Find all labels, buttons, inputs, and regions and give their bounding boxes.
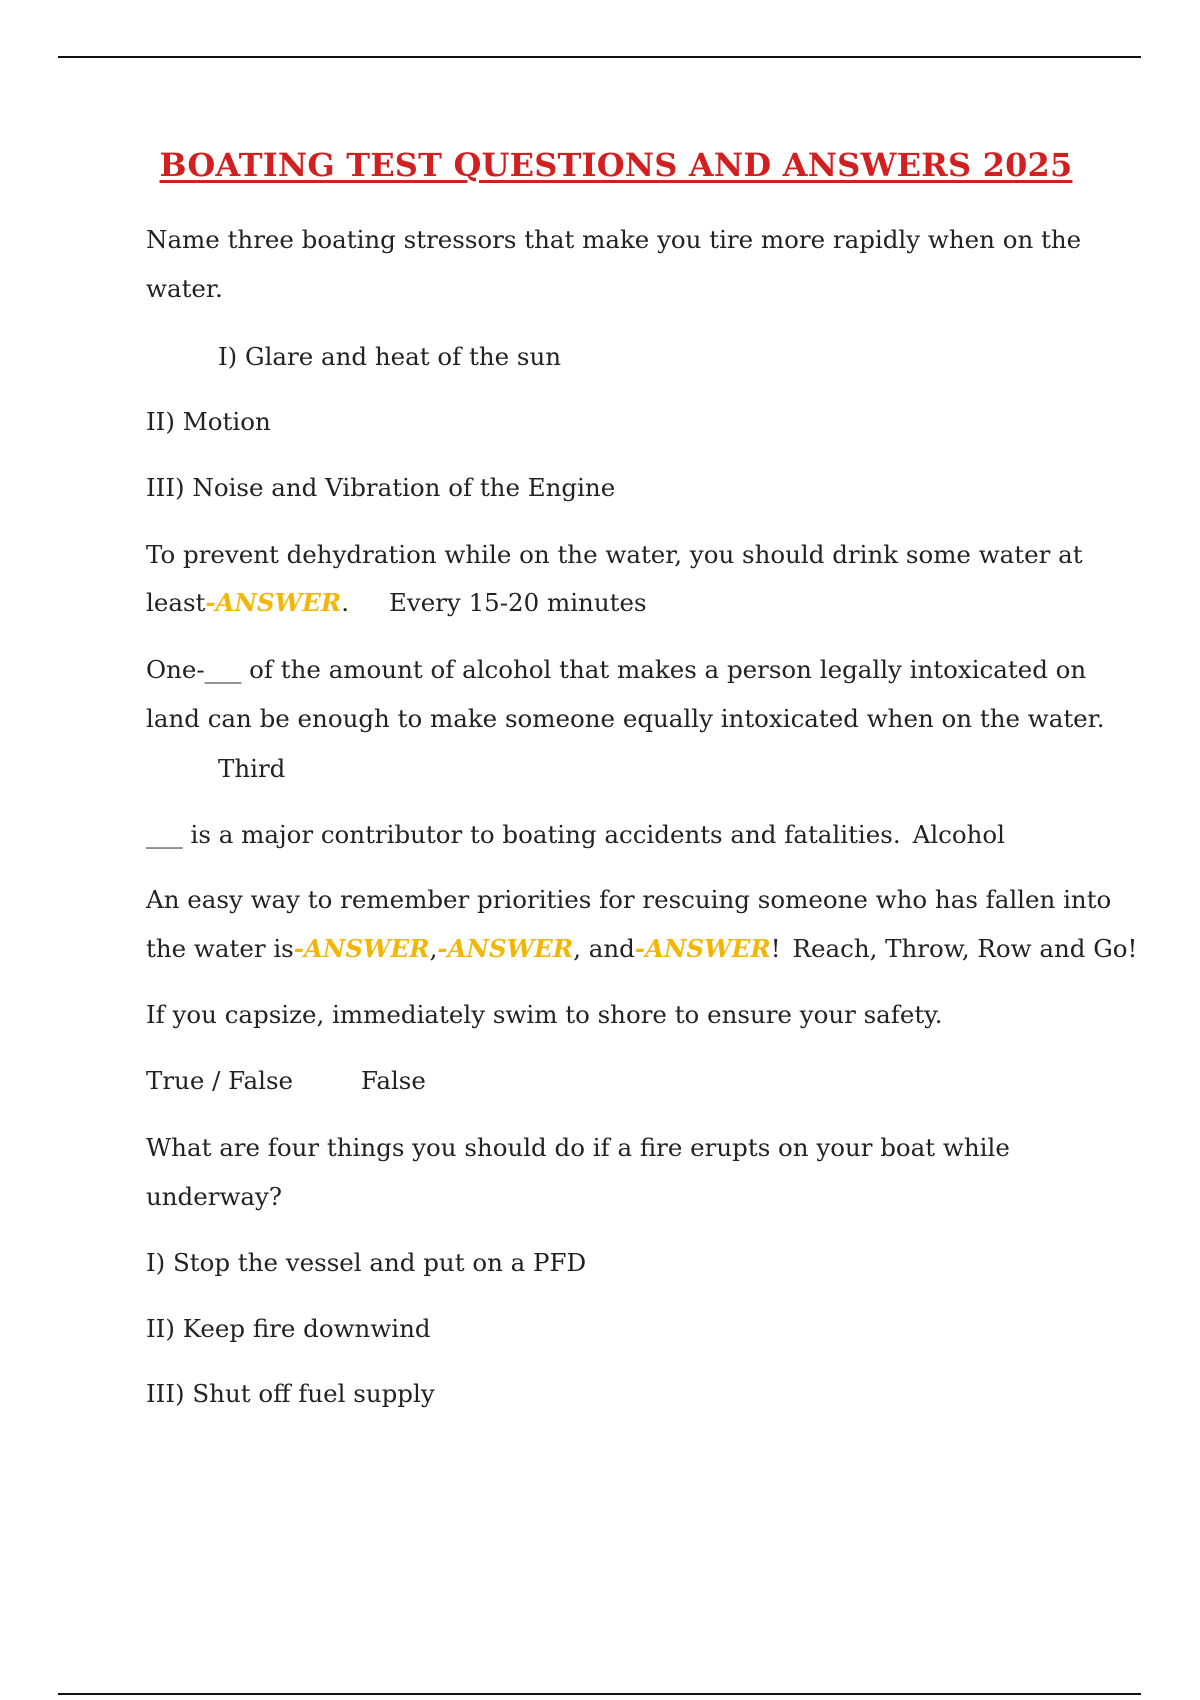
separator: , and [573, 934, 635, 963]
question-1-line-2: water. [146, 274, 223, 303]
question-6-line-2 [146, 1066, 426, 1095]
exclamation: ! [770, 934, 781, 963]
question-7-line-2: underway? [146, 1182, 283, 1211]
question-7-answer-2: II) Keep fire downwind [146, 1314, 431, 1343]
question-4-text: ___ is a major contributor to boating accidents and fatalities. [146, 820, 901, 849]
question-6-choices: True / False [146, 1066, 294, 1095]
question-7-line-1: What are four things you should do if a fire erupts on your boat while [146, 1133, 1010, 1162]
question-2-line-1: To prevent dehydration while on the water, you should drink some water at [146, 540, 1083, 569]
question-1-line-1: Name three boating stressors that make you tire more rapidly when on the [146, 225, 1082, 254]
question-6-line-1: If you capsize, immediately swim to shore to ensure your safety. [146, 1000, 943, 1029]
question-5-answer: Reach, Throw, Row and Go! [792, 934, 1138, 963]
question-3-answer: Third [218, 754, 286, 783]
question-3-line-2: land can be enough to make someone equally intoxicated when on the water. [146, 704, 1105, 733]
question-2-period: . [341, 588, 349, 617]
question-6-answer: False [361, 1066, 426, 1095]
answer-tag: -ANSWER [437, 934, 574, 963]
footer-rule [58, 1693, 1141, 1695]
document-title: BOATING TEST QUESTIONS AND ANSWERS 2025 [159, 146, 1073, 184]
question-3-line-1: One-___ of the amount of alcohol that makes a person legally intoxicated on [146, 655, 1087, 684]
question-7-answer-1: I) Stop the vessel and put on a PFD [146, 1248, 587, 1277]
header-rule [58, 56, 1141, 58]
question-7-answer-3: III) Shut off fuel supply [146, 1379, 435, 1408]
separator: , [429, 934, 438, 963]
answer-tag: -ANSWER [293, 934, 430, 963]
question-2-line-2 [146, 588, 647, 617]
question-5-prefix: the water is [146, 934, 294, 963]
question-4-line [146, 820, 1005, 849]
answer-tag: -ANSWER [205, 588, 342, 617]
question-1-answer-1: I) Glare and heat of the sun [218, 342, 562, 371]
question-5-line-2 [146, 934, 1137, 963]
question-1-answer-3: III) Noise and Vibration of the Engine [146, 473, 616, 502]
question-2-prefix: least [146, 588, 206, 617]
answer-tag: -ANSWER [634, 934, 771, 963]
question-2-answer: Every 15-20 minutes [389, 588, 647, 617]
question-1-answer-2: II) Motion [146, 407, 271, 436]
question-4-answer: Alcohol [912, 820, 1005, 849]
question-5-line-1: An easy way to remember priorities for rescuing someone who has fallen into [146, 885, 1112, 914]
